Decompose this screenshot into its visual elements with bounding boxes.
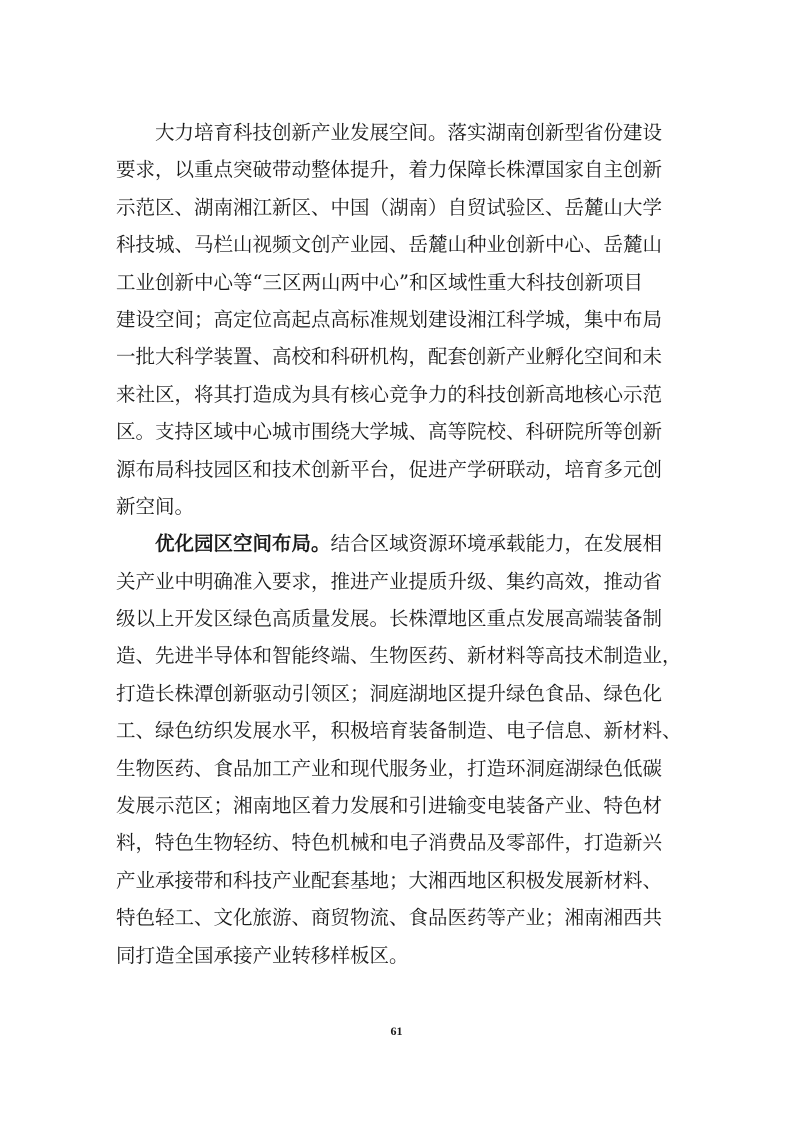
- text-line: 料，特色生物轻纺、特色机械和电子消费品及零部件，打造新兴: [116, 831, 663, 855]
- text-line: 级以上开发区绿色高质量发展。长株潭地区重点发展高端装备制: [116, 607, 663, 631]
- text-line: 要求，以重点突破带动整体提升，着力保障长株潭国家自主创新: [116, 158, 663, 182]
- paragraph-park-layout: [116, 525, 686, 974]
- text-line: 区。支持区域中心城市围绕大学城、高等院校、科研院所等创新: [116, 420, 663, 444]
- text-line: 工业创新中心等“三区两山两中心”和区域性重大科技创新项目: [116, 270, 643, 294]
- page-number: 61: [390, 1024, 403, 1038]
- text-line: 关产业中明确准入要求，推进产业提质升级、集约高效，推动省: [116, 569, 663, 593]
- text-line: 一批大科学装置、高校和科研机构，配套创新产业孵化空间和未: [116, 345, 663, 369]
- paragraph-heading: 优化园区空间布局。: [155, 532, 331, 556]
- text-span: 结合区域资源环境承载能力，在发展相: [330, 532, 663, 556]
- text-line: [116, 525, 686, 562]
- text-line: 示范区、湖南湘江新区、中国（湖南）自贸试验区、岳麓山大学: [116, 195, 663, 219]
- text-line: 科技城、马栏山视频文创产业园、岳麓山种业创新中心、岳麓山: [116, 233, 663, 257]
- text-line: 特色轻工、文化旅游、商贸物流、食品医药等产业；湘南湘西共: [116, 906, 663, 930]
- text-line: 建设空间；高定位高起点高标准规划建设湘江科学城，集中布局: [116, 307, 663, 331]
- paragraph-science-tech-innovation: [116, 114, 686, 525]
- text-line: 源布局科技园区和技术创新平台，促进产学研联动，培育多元创: [116, 457, 663, 481]
- text-line: 新空间。: [116, 494, 195, 518]
- text-line: 工、绿色纺织发展水平，积极培育装备制造、电子信息、新材料、: [116, 719, 682, 743]
- text-line: 打造长株潭创新驱动引领区；洞庭湖地区提升绿色食品、绿色化: [116, 681, 663, 705]
- document-body: [116, 114, 686, 974]
- text-line: 大力培育科技创新产业发展空间。落实湖南创新型省份建设: [155, 121, 663, 144]
- text-line: 来社区，将其打造成为具有核心竞争力的科技创新高地核心示范: [116, 382, 663, 406]
- text-line: 产业承接带和科技产业配套基地；大湘西地区积极发展新材料、: [116, 868, 663, 892]
- text-line: 发展示范区；湘南地区着力发展和引进输变电装备产业、特色材: [116, 794, 663, 818]
- text-line: 同打造全国承接产业转移样板区。: [116, 943, 409, 967]
- text-line: 造、先进半导体和智能终端、生物医药、新材料等高技术制造业，: [116, 644, 682, 668]
- text-line: 生物医药、食品加工产业和现代服务业，打造环洞庭湖绿色低碳: [116, 756, 663, 780]
